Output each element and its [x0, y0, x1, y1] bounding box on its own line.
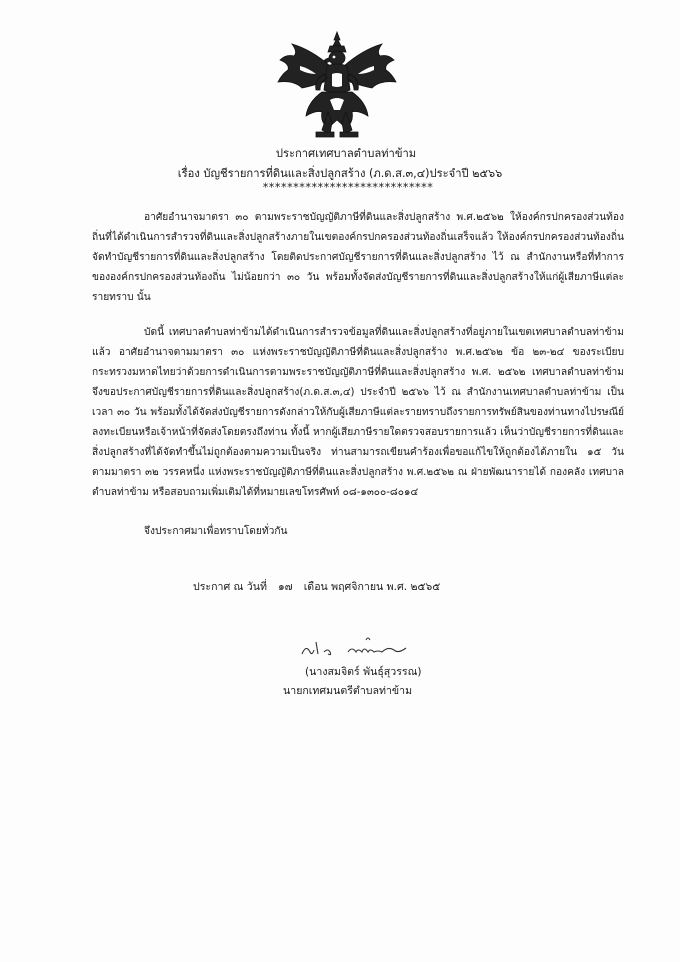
- handwritten-signature: [298, 632, 414, 662]
- announce-suffix: เดือน พฤศจิกายน พ.ศ. ๒๕๖๕: [303, 581, 441, 593]
- signatory-name: (นางสมจิตร์ พันธุ์สุวรรณ): [305, 666, 422, 678]
- announce-date-line: [193, 578, 440, 595]
- announcement-heading: ประกาศเทศบาลตำบลท่าข้าม: [275, 147, 417, 160]
- body-paragraph-3: จึงประกาศมาเพื่อทราบโดยทั่วกัน: [144, 526, 288, 537]
- signatory-title: นายกเทศมนตรีตำบลท่าข้าม: [283, 685, 413, 697]
- paragraph-1-text: อาศัยอำนาจมาตรา ๓๐ ตามพระราชบัญญัติภาษีที่ดินและสิ่งปลูกสร้าง พ.ศ.๒๕๖๒ ให้องค์กรปกครองส่วนท้องถิ่นที่ได้ดำเนินการสำรวจที่ดินและสิ่งปลูกสร้างภายในเขตองค์กรปกครองส่วนท้องถิ่นเสร็จแล้ว ให้องค์กรปกครองส่วนท้องถิ่นจัดทำบัญชีรายการที่ดินและสิ่งปลูกสร้าง โดยติดประกาศบัญชีรายการที่ดินและสิ่งปลูกสร้าง ไว้ ณ สำนักงานหรือที่ทำการขององค์กรปกครองส่วนท้องถิ่น ไม่น้อยกว่า ๓๐ วัน พร้อมทั้งจัดส่งบัญชีรายการที่ดินและสิ่งปลูกสร้างให้แก่ผู้เสียภาษีแต่ละรายทราบ นั้น: [92, 212, 624, 303]
- announce-day: ๑๗: [277, 581, 293, 593]
- body-paragraph-2: [92, 323, 624, 503]
- paragraph-2-text: บัดนี้ เทศบาลตำบลท่าข้ามได้ดำเนินการสำรวจข้อมูลที่ดินและสิ่งปลูกสร้างที่อยู่ภายในเขตเทศบาลตำบลท่าข้ามแล้ว อาศัยอำนาจตามมาตรา ๓๐ แห่งพระราชบัญญัติภาษีที่ดินและสิ่งปลูกสร้าง พ.ศ.๒๕๖๒ ข้อ ๒๓-๒๔ ของระเบียบกระทรวงมหาดไทยว่าด้วยการดำเนินการตามพระราชบัญญัติภาษีที่ดินและสิ่งปลูกสร้าง พ.ศ. ๒๕๖๒ เทศบาลตำบลท่าข้าม จึงขอประกาศบัญชีรายการที่ดินและสิ่งปลูกสร้าง(ภ.ด.ส.๓,๔) ประจำปี ๒๕๖๖ ไว้ ณ สำนักงานเทศบาลตำบลท่าข้าม เป็นเวลา ๓๐ วัน พร้อมทั้งได้จัดส่งบัญชีรายการดังกล่าวให้กับผู้เสียภาษีแต่ละรายทราบถึงรายการทรัพย์สินของท่านทางไปรษณีย์ลงทะเบียนหรือเจ้าหน้าที่จัดส่งโดยตรงถึงท่าน ทั้งนี้ หากผู้เสียภาษีรายใดตรวจสอบรายการแล้ว เห็นว่าบัญชีรายการที่ดินและสิ่งปลูกสร้างที่ได้จัดทำขึ้นไม่ถูกต้องตามความเป็นจริง ท่านสามารถเขียนคำร้องเพื่อขอแก้ไขให้ถูกต้องได้ภายใน ๑๕ วัน ตามมาตรา ๓๒ วรรคหนึ่ง แห่งพระราชบัญญัติภาษีที่ดินและสิ่งปลูกสร้าง พ.ศ.๒๕๖๒ ณ ฝ่ายพัฒนารายได้ กองคลัง เทศบาลตำบลท่าข้าม หรือสอบถามเพิ่มเติมได้ที่หมายเลขโทรศัพท์ ๐๘-๑๓๐๐-๘๐๑๔: [92, 327, 624, 498]
- announcement-subject: เรื่อง บัญชีรายการที่ดินและสิ่งปลูกสร้าง (ภ.ด.ส.๓,๔)ประจำปี ๒๕๖๖: [177, 167, 503, 180]
- announce-prefix: ประกาศ ณ วันที่: [193, 581, 267, 593]
- garuda-emblem-icon: [272, 30, 402, 140]
- heading-divider: ****************************: [262, 181, 434, 194]
- garuda-emblem: [272, 30, 402, 140]
- signature-icon: [298, 632, 414, 662]
- body-paragraph-1: [92, 208, 624, 308]
